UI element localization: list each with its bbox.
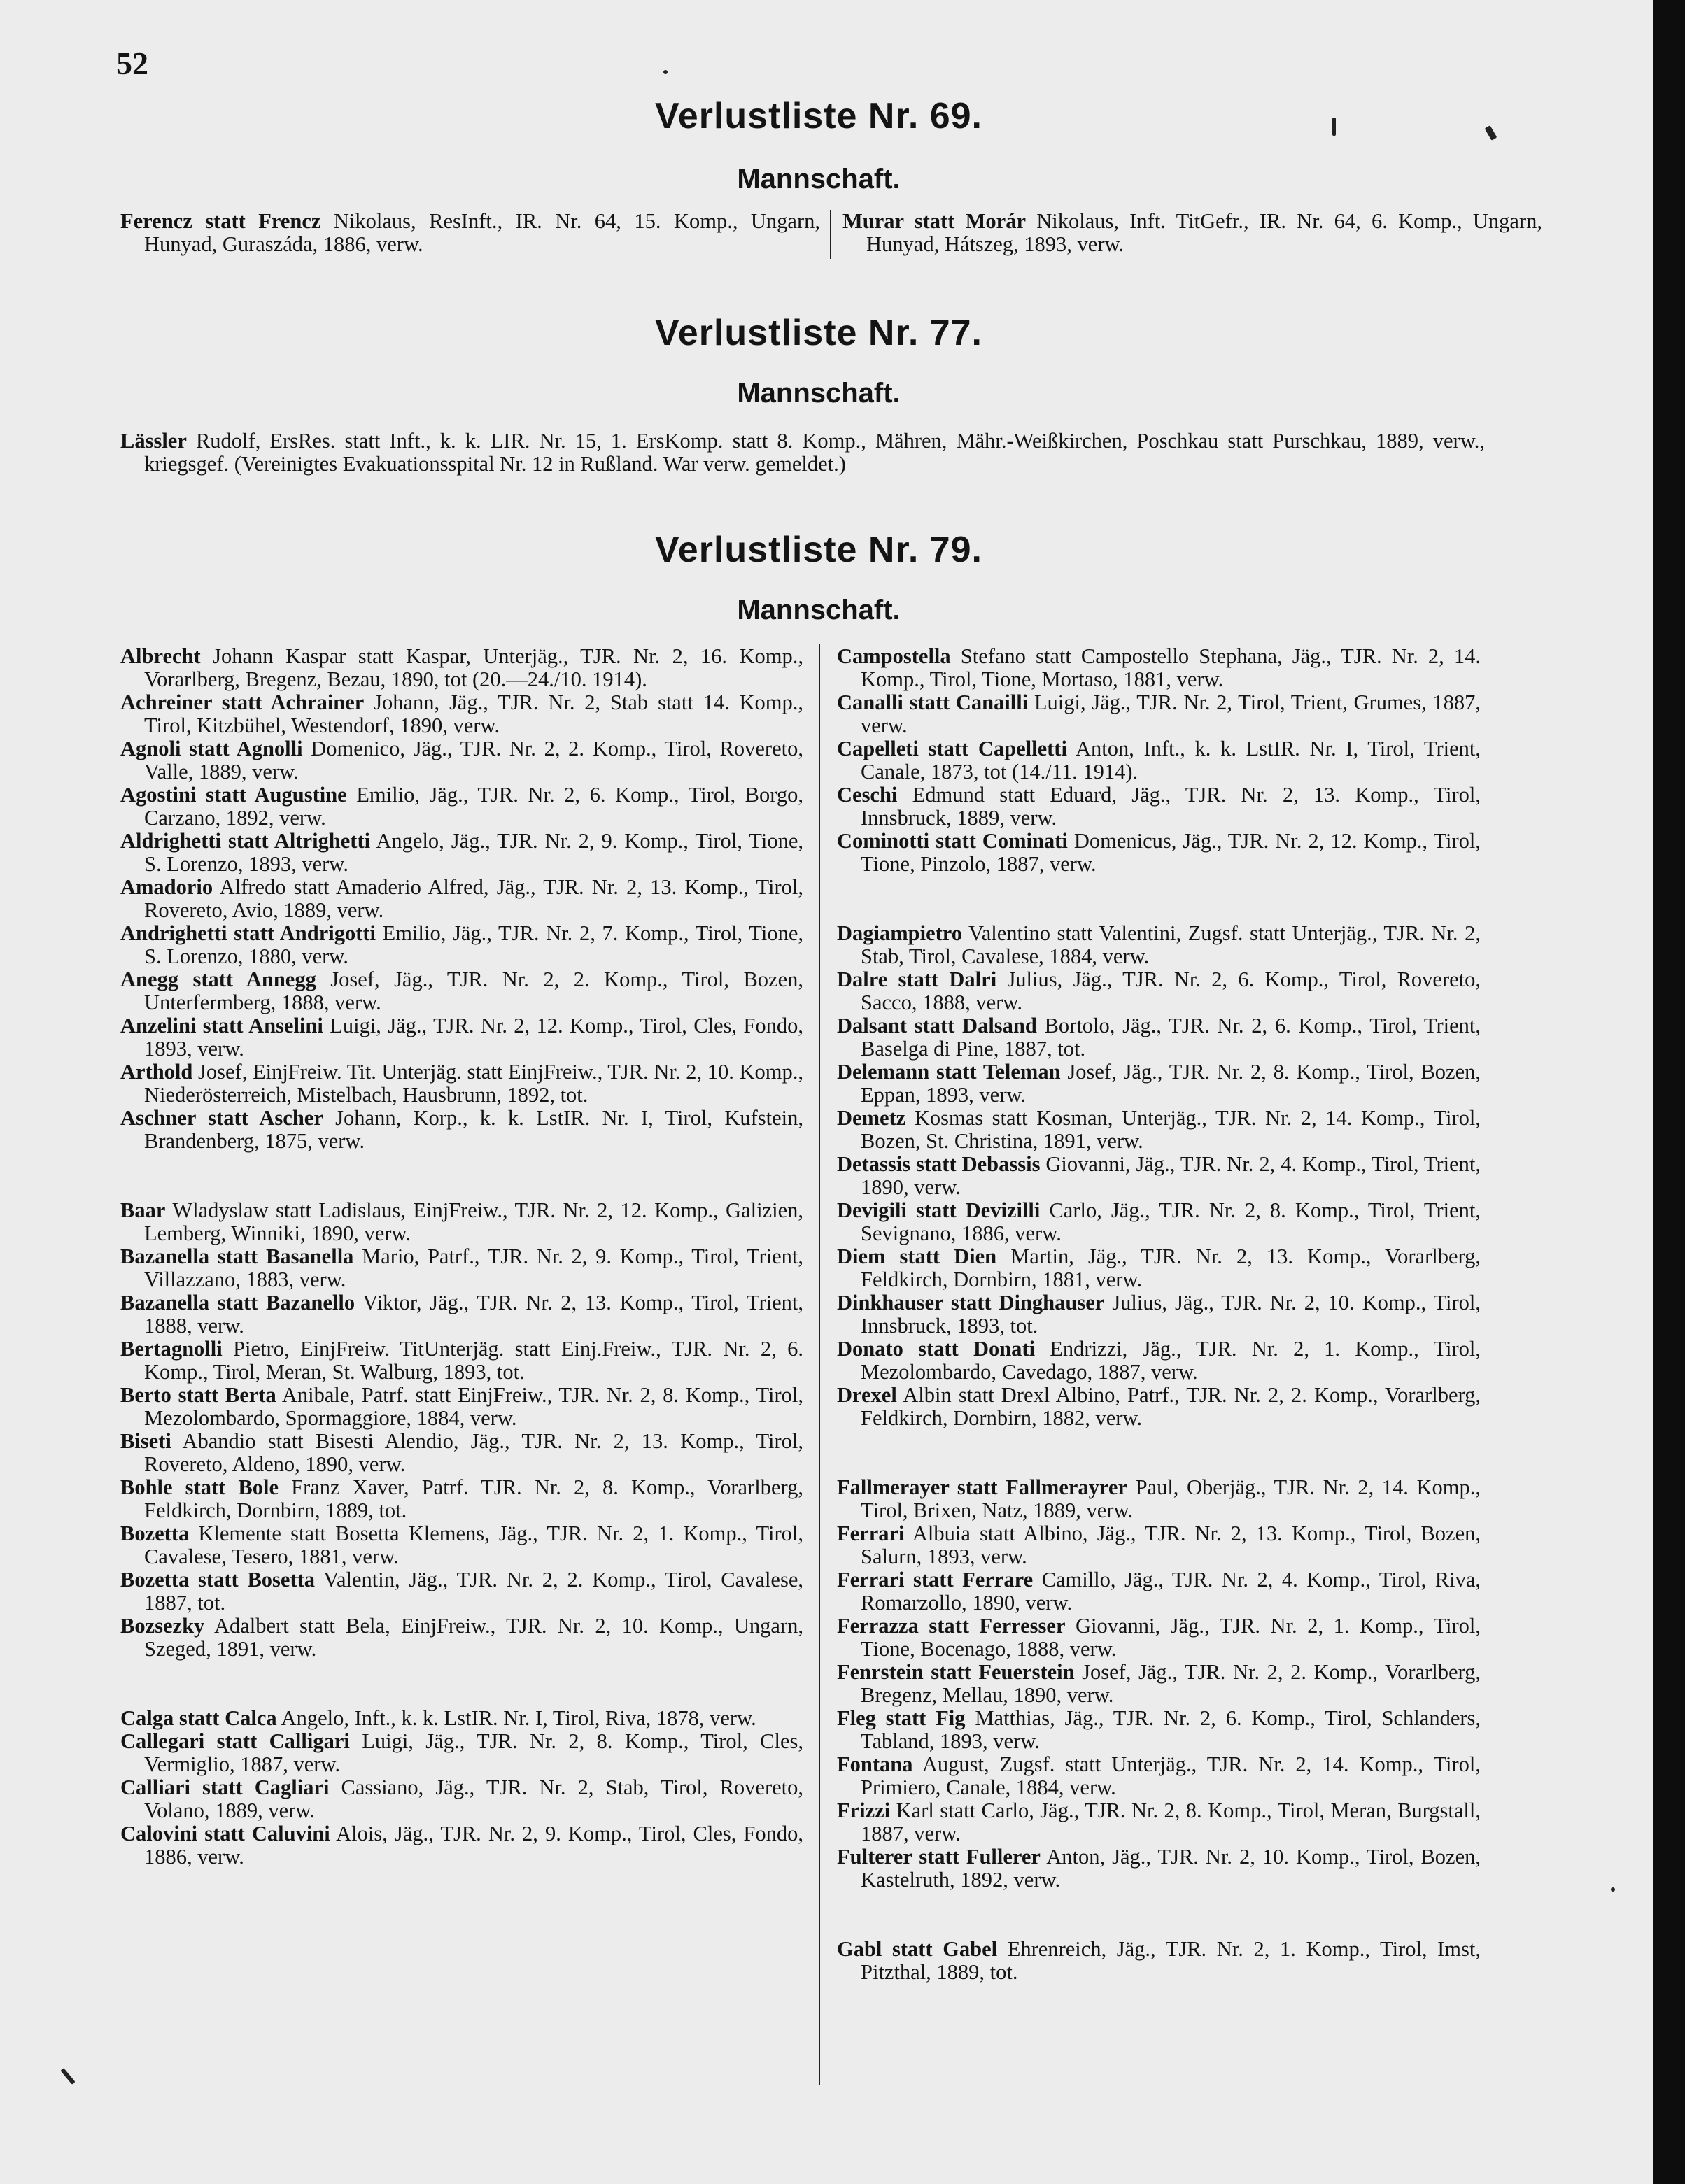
list-item: Campostella Stefano statt Campostello Stephana, Jäg., TJR. Nr. 2, 14. Komp., Tirol, Tione, Mortaso, 1881, verw.: [837, 644, 1481, 691]
list-item: Dalre statt Dalri Julius, Jäg., TJR. Nr. 2, 6. Komp., Tirol, Rovereto, Sacco, 1888, verw.: [837, 967, 1481, 1014]
list-item: Bozsezky Adalbert statt Bela, EinjFreiw., TJR. Nr. 2, 10. Komp., Ungarn, Szeged, 1891, verw.: [120, 1614, 803, 1661]
list-item: Lässler Rudolf, ErsRes. statt Inft., k. k. LIR. Nr. 15, 1. ErsKomp. statt 8. Komp., Mähren, Mähr.-Weißkirchen, Poschkau statt Purschkau, 1889, verw., kriegsgef. (Vereinigtes Evakuationsspital Nr. 12 in Rußland. War verw. gemeldet.): [120, 429, 1485, 476]
list-item: Gabl statt Gabel Ehrenreich, Jäg., TJR. Nr. 2, 1. Komp., Tirol, Imst, Pitzthal, 1889, tot.: [837, 1937, 1481, 1984]
list-item: Calga statt Calca Angelo, Inft., k. k. LstIR. Nr. I, Tirol, Riva, 1878, verw.: [120, 1706, 756, 1730]
page-number: 52: [116, 45, 148, 81]
list-item: Ferencz statt Frencz Nikolaus, ResInft., IR. Nr. 64, 15. Komp., Ungarn, Hunyad, Guraszáda, 1886, verw.: [120, 209, 821, 256]
list-item: Frizzi Karl statt Carlo, Jäg., TJR. Nr. 2, 8. Komp., Tirol, Meran, Burgstall, 1887, verw.: [837, 1799, 1481, 1845]
scan-edge: [1653, 0, 1685, 2184]
list-item: Drexel Albin statt Drexl Albino, Patrf., TJR. Nr. 2, 2. Komp., Vorarlberg, Feldkirch, Dornbirn, 1882, verw.: [837, 1383, 1481, 1430]
list-item: Albrecht Johann Kaspar statt Kaspar, Unterjäg., TJR. Nr. 2, 16. Komp., Vorarlberg, Bregenz, Bezau, 1890, tot (20.—24./10. 1914).: [120, 644, 803, 691]
list-item: Delemann statt Teleman Josef, Jäg., TJR. Nr. 2, 8. Komp., Tirol, Bozen, Eppan, 1893, verw.: [837, 1060, 1481, 1107]
list-item: Dinkhauser statt Dinghauser Julius, Jäg., TJR. Nr. 2, 10. Komp., Tirol, Innsbruck, 1893, tot.: [837, 1291, 1481, 1338]
ink-speck: [60, 2068, 75, 2085]
list-item: Fallmerayer statt Fallmerayrer Paul, Oberjäg., TJR. Nr. 2, 14. Komp., Tirol, Brixen, Natz, 1889, verw.: [837, 1475, 1481, 1522]
list-item: Donato statt Donati Endrizzi, Jäg., TJR. Nr. 2, 1. Komp., Tirol, Mezolombardo, Cavedago, 1887, verw.: [837, 1337, 1481, 1384]
list-item: Diem statt Dien Martin, Jäg., TJR. Nr. 2, 13. Komp., Vorarlberg, Feldkirch, Dornbirn, 1881, verw.: [837, 1245, 1481, 1291]
list-item: Anzelini statt Anselini Luigi, Jäg., TJR. Nr. 2, 12. Komp., Tirol, Cles, Fondo, 1893, verw.: [120, 1014, 804, 1061]
section-77-body: [120, 430, 1485, 476]
list-item: Agostini statt Augustine Emilio, Jäg., TJR. Nr. 2, 6. Komp., Tirol, Borgo, Carzano, 1892, verw.: [120, 783, 803, 830]
list-item: Berto statt Berta Anibale, Patrf. statt EinjFreiw., TJR. Nr. 2, 8. Komp., Tirol, Mezolombardo, Spormaggiore, 1884, verw.: [120, 1383, 804, 1430]
list-item: Fulterer statt Fullerer Anton, Jäg., TJR. Nr. 2, 10. Komp., Tirol, Bozen, Kastelruth, 1892, verw.: [837, 1845, 1481, 1892]
section-79-left-column: [120, 645, 803, 1869]
list-item: Aschner statt Ascher Johann, Korp., k. k. LstIR. Nr. I, Tirol, Kufstein, Brandenberg, 1875, verw.: [120, 1106, 803, 1153]
list-item: Dalsant statt Dalsand Bortolo, Jäg., TJR. Nr. 2, 6. Komp., Tirol, Trient, Baselga di Pine, 1887, tot.: [837, 1014, 1481, 1061]
list-item: Ferrari statt Ferrare Camillo, Jäg., TJR. Nr. 2, 4. Komp., Tirol, Riva, Romarzollo, 1890, verw.: [837, 1568, 1481, 1615]
list-item: Fenrstein statt Feuerstein Josef, Jäg., TJR. Nr. 2, 2. Komp., Vorarlberg, Bregenz, Mellau, 1890, verw.: [837, 1660, 1481, 1707]
list-item: Murar statt Morár Nikolaus, Inft. TitGefr., IR. Nr. 64, 6. Komp., Ungarn, Hunyad, Hátszeg, 1893, verw.: [842, 209, 1542, 256]
section-69-left-column: [120, 210, 820, 256]
list-item: Demetz Kosmas statt Kosman, Unterjäg., TJR. Nr. 2, 14. Komp., Tirol, Bozen, St. Christina, 1891, verw.: [837, 1106, 1481, 1153]
list-item: Andrighetti statt Andrigotti Emilio, Jäg., TJR. Nr. 2, 7. Komp., Tirol, Tione, S. Lorenzo, 1880, verw.: [120, 921, 803, 968]
list-item: Biseti Abandio statt Bisesti Alendio, Jäg., TJR. Nr. 2, 13. Komp., Tirol, Rovereto, Aldeno, 1890, verw.: [120, 1429, 803, 1476]
section-69-right-column: [842, 210, 1542, 256]
list-item: Agnoli statt Agnolli Domenico, Jäg., TJR. Nr. 2, 2. Komp., Tirol, Rovereto, Valle, 1889, verw.: [120, 737, 803, 783]
list-item: Ferrazza statt Ferresser Giovanni, Jäg., TJR. Nr. 2, 1. Komp., Tirol, Tione, Bocenago, 1888, verw.: [837, 1614, 1481, 1661]
section-title: Verlustliste Nr. 77.: [654, 313, 983, 353]
list-item: Bozetta Klemente statt Bosetta Klemens, Jäg., TJR. Nr. 2, 1. Komp., Tirol, Cavalese, Tesero, 1881, verw.: [120, 1522, 803, 1568]
list-item: Fontana August, Zugsf. statt Unterjäg., TJR. Nr. 2, 14. Komp., Tirol, Primiero, Canale, 1884, verw.: [837, 1752, 1481, 1799]
list-item: Calliari statt Cagliari Cassiano, Jäg., TJR. Nr. 2, Stab, Tirol, Rovereto, Volano, 1889, verw.: [120, 1775, 803, 1822]
section-79-right-column: [837, 645, 1481, 1984]
list-item: Cominotti statt Cominati Domenicus, Jäg., TJR. Nr. 2, 12. Komp., Tirol, Tione, Pinzolo, 1887, verw.: [837, 829, 1481, 876]
list-item: Anegg statt Annegg Josef, Jäg., TJR. Nr. 2, 2. Komp., Tirol, Bozen, Unterfermberg, 1888, verw.: [120, 967, 803, 1014]
list-item: Arthold Josef, EinjFreiw. Tit. Unterjäg. statt EinjFreiw., TJR. Nr. 2, 10. Komp., Niederösterreich, Mistelbach, Hausbrunn, 1892, tot.: [120, 1060, 803, 1107]
list-item: Amadorio Alfredo statt Amaderio Alfred, Jäg., TJR. Nr. 2, 13. Komp., Tirol, Rovereto, Avio, 1889, verw.: [120, 875, 803, 922]
list-item: Aldrighetti statt Altrighetti Angelo, Jäg., TJR. Nr. 2, 9. Komp., Tirol, Tione, S. Lorenzo, 1893, verw.: [120, 829, 803, 876]
section-subtitle: Mannschaft.: [737, 595, 901, 625]
list-item: Bazanella statt Basanella Mario, Patrf., TJR. Nr. 2, 9. Komp., Tirol, Trient, Villazzano, 1883, verw.: [120, 1245, 803, 1291]
ink-speck: [663, 70, 668, 74]
list-item: Fleg statt Fig Matthias, Jäg., TJR. Nr. 2, 6. Komp., Tirol, Schlanders, Tabland, 1893, verw.: [837, 1706, 1481, 1753]
list-item: Dagiampietro Valentino statt Valentini, Zugsf. statt Unterjäg., TJR. Nr. 2, Stab, Tirol, Cavalese, 1884, verw.: [837, 921, 1481, 968]
list-item: Bohle statt Bole Franz Xaver, Patrf. TJR. Nr. 2, 8. Komp., Vorarlberg, Feldkirch, Dornbirn, 1889, tot.: [120, 1475, 803, 1522]
list-item: Canalli statt Canailli Luigi, Jäg., TJR. Nr. 2, Tirol, Trient, Grumes, 1887, verw.: [837, 690, 1481, 737]
list-item: Detassis statt Debassis Giovanni, Jäg., TJR. Nr. 2, 4. Komp., Tirol, Trient, 1890, verw.: [837, 1152, 1481, 1199]
list-item: Baar Wladyslaw statt Ladislaus, EinjFreiw., TJR. Nr. 2, 12. Komp., Galizien, Lemberg, Winniki, 1890, verw.: [120, 1198, 803, 1245]
column-divider: [830, 210, 831, 259]
column-divider: [819, 644, 820, 2085]
list-item: Devigili statt Devizilli Carlo, Jäg., TJR. Nr. 2, 8. Komp., Tirol, Trient, Sevignano, 1886, verw.: [837, 1198, 1481, 1245]
section-subtitle: Mannschaft.: [737, 378, 901, 409]
list-item: Calovini statt Caluvini Alois, Jäg., TJR. Nr. 2, 9. Komp., Tirol, Cles, Fondo, 1886, verw.: [120, 1822, 803, 1869]
list-item: Callegari statt Calligari Luigi, Jäg., TJR. Nr. 2, 8. Komp., Tirol, Cles, Vermiglio, 1887, verw.: [120, 1729, 803, 1776]
section-subtitle: Mannschaft.: [737, 164, 901, 194]
list-item: Achreiner statt Achrainer Johann, Jäg., TJR. Nr. 2, Stab statt 14. Komp., Tirol, Kitzbühel, Westendorf, 1890, verw.: [120, 690, 803, 737]
ink-speck: [1611, 1887, 1615, 1892]
list-item: Bertagnolli Pietro, EinjFreiw. TitUnterjäg. statt Einj.Freiw., TJR. Nr. 2, 6. Komp., Tirol, Meran, St. Walburg, 1893, tot.: [120, 1337, 803, 1384]
list-item: Capelleti statt Capelletti Anton, Inft., k. k. LstIR. Nr. I, Tirol, Trient, Canale, 1873, tot (14./11. 1914).: [837, 737, 1481, 783]
list-item: Ceschi Edmund statt Eduard, Jäg., TJR. Nr. 2, 13. Komp., Tirol, Innsbruck, 1889, verw.: [837, 783, 1481, 830]
section-title: Verlustliste Nr. 69.: [654, 96, 983, 136]
list-item: Bazanella statt Bazanello Viktor, Jäg., TJR. Nr. 2, 13. Komp., Tirol, Trient, 1888, verw.: [120, 1291, 803, 1338]
section-title: Verlustliste Nr. 79.: [654, 530, 983, 570]
list-item: Bozetta statt Bosetta Valentin, Jäg., TJR. Nr. 2, 2. Komp., Tirol, Cavalese, 1887, tot.: [120, 1568, 803, 1615]
list-item: Ferrari Albuia statt Albino, Jäg., TJR. Nr. 2, 13. Komp., Tirol, Bozen, Salurn, 1893, verw.: [837, 1522, 1481, 1568]
